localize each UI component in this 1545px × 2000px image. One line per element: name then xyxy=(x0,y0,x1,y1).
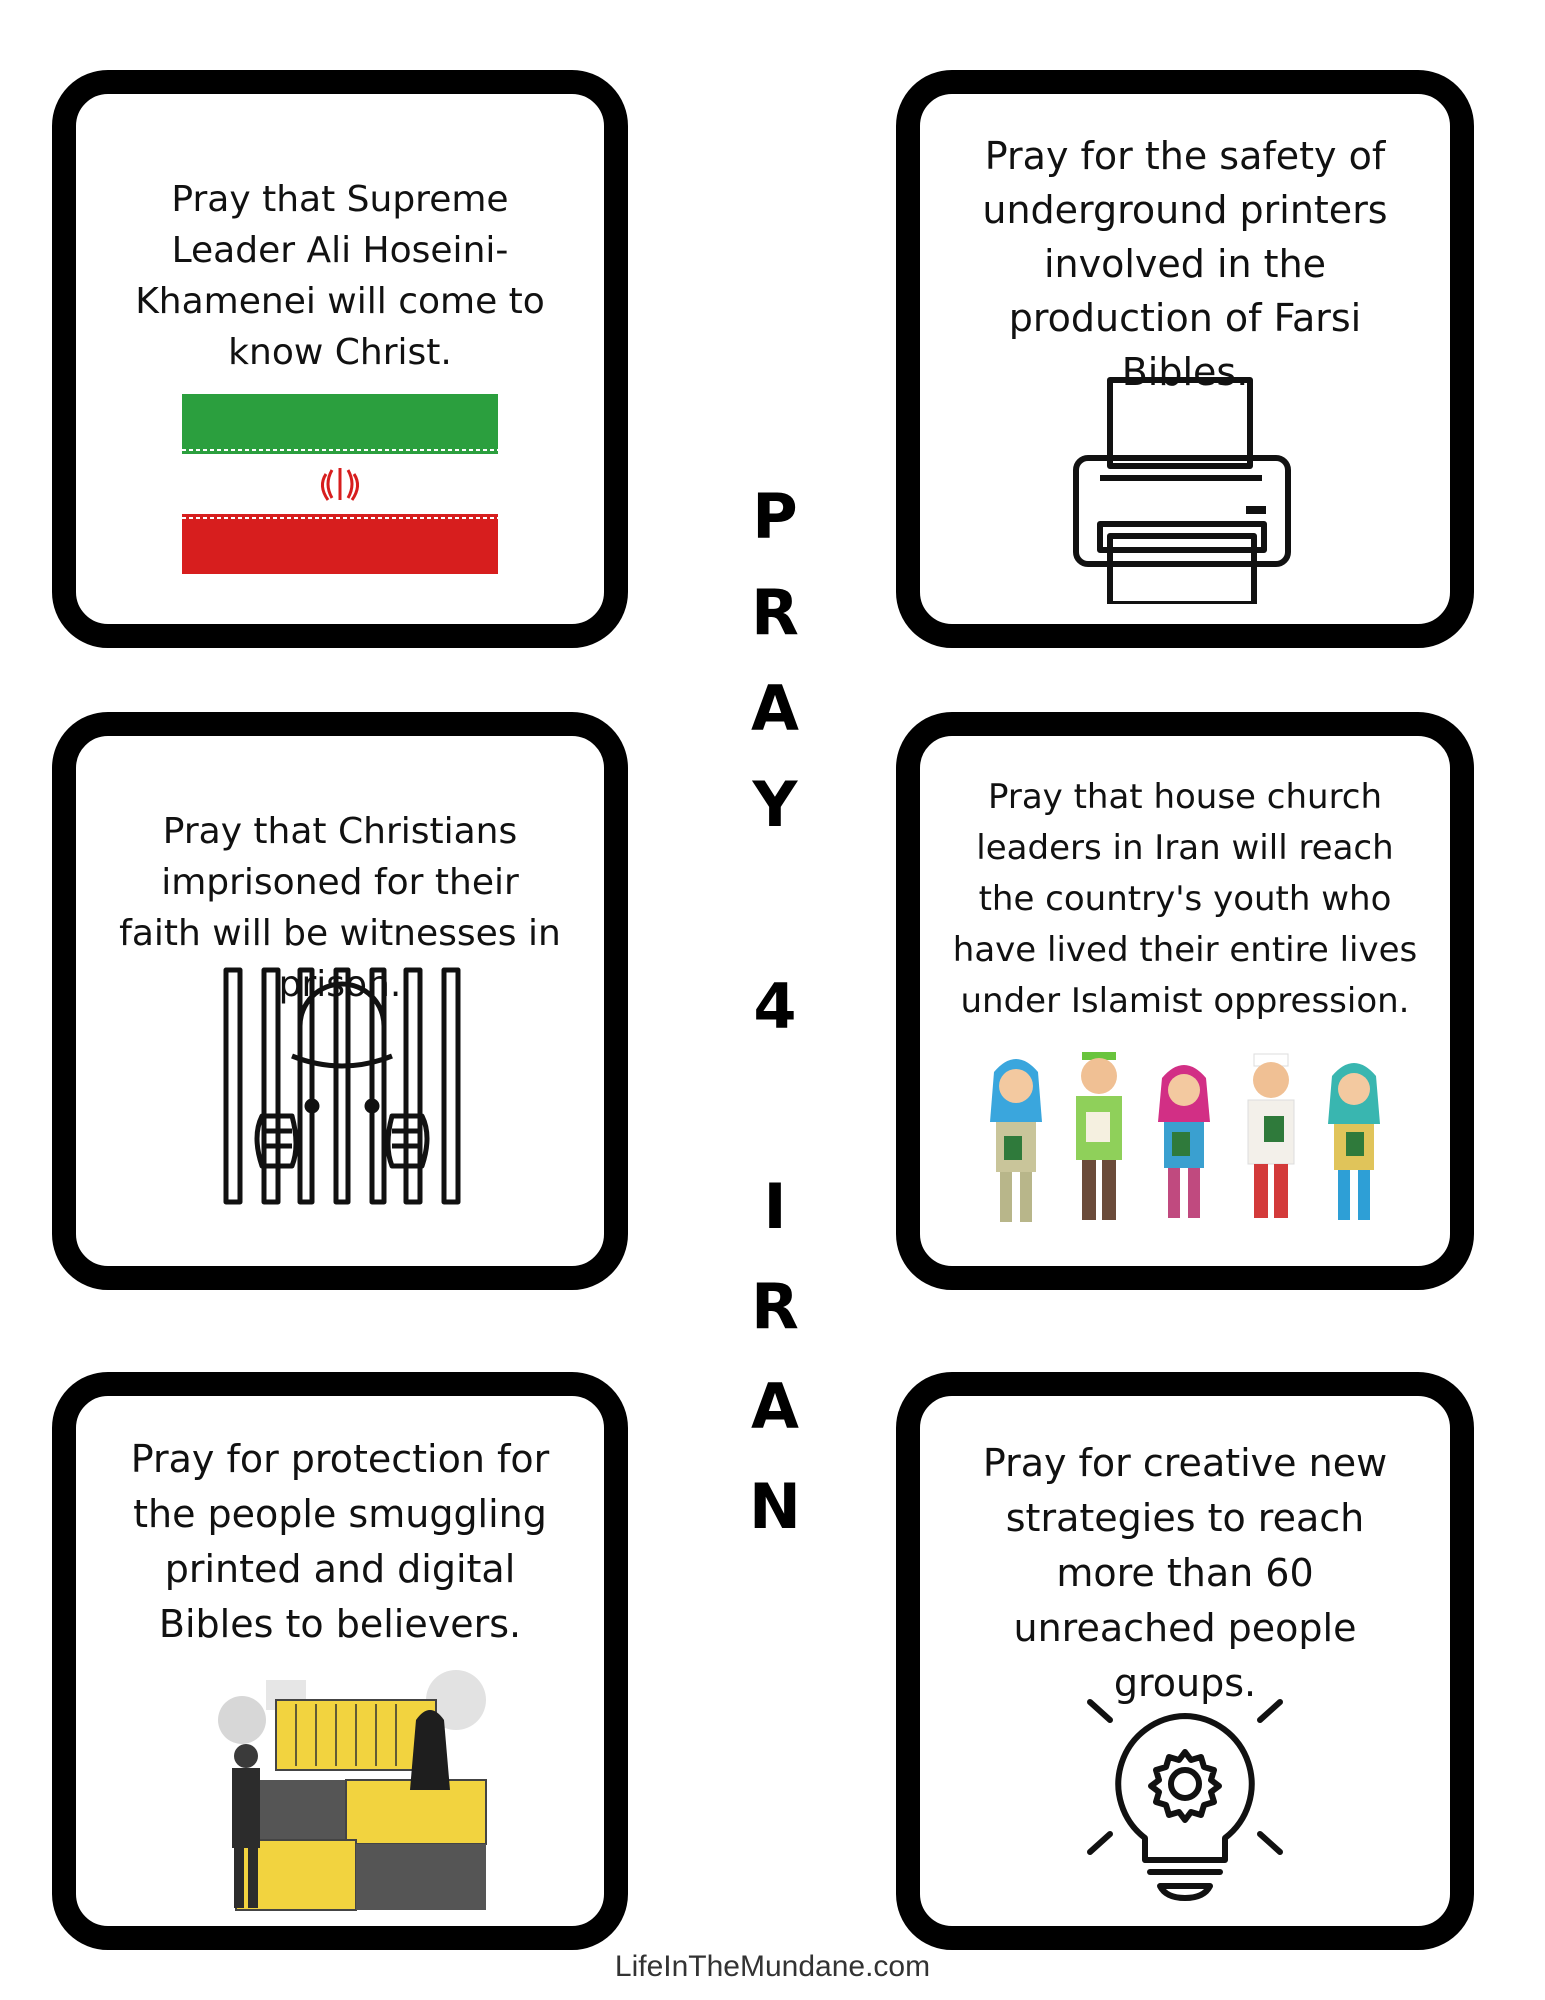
title-letter: I xyxy=(763,1170,787,1243)
prayer-card-youth xyxy=(896,712,1474,1290)
prayer-card-prisoners xyxy=(52,712,628,1290)
title-letter: 4 xyxy=(753,970,797,1043)
shipping-containers-icon xyxy=(206,1660,496,1930)
title-letter: R xyxy=(751,576,799,649)
prayer-card-leader xyxy=(52,70,628,648)
card-text: Pray that house church leaders in Iran will reach the country's youth who have lived their entire lives under Islamist oppression. xyxy=(952,777,1418,1021)
prayer-card-smugglers xyxy=(52,1372,628,1950)
prayer-card-printers xyxy=(896,70,1474,648)
printer-icon xyxy=(1070,374,1300,604)
card-text: Pray that Christians imprisoned for their faith will be witnesses in prison. xyxy=(119,811,561,1006)
title-letter: P xyxy=(752,480,798,553)
lightbulb-gear-icon xyxy=(1080,1692,1290,1902)
card-text: Pray that Supreme Leader Ali Hoseini-Khamenei will come to know Christ. xyxy=(135,179,545,374)
title-letter: N xyxy=(749,1470,801,1543)
iran-flag-icon xyxy=(182,394,498,574)
footer-website: LifeInTheMundane.com xyxy=(614,1950,931,1983)
title-letter: A xyxy=(751,672,799,745)
card-text: Pray for protection for the people smuggling printed and digital Bibles to believers. xyxy=(130,1437,550,1647)
title-letter: A xyxy=(751,1370,799,1443)
title-letter: R xyxy=(751,1270,799,1343)
card-text: Pray for the safety of underground printers involved in the production of Farsi Bibles. xyxy=(982,134,1388,394)
children-icon xyxy=(976,1052,1396,1232)
prayer-card-strategies xyxy=(896,1372,1474,1950)
card-text: Pray for creative new strategies to reach more than 60 unreached people groups. xyxy=(982,1441,1388,1706)
prison-bars-icon xyxy=(222,966,462,1206)
title-letter: Y xyxy=(752,768,798,841)
